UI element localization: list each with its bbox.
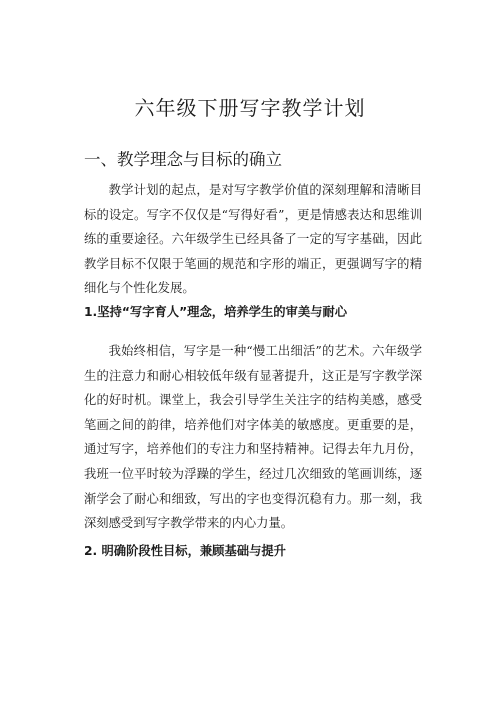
intro-paragraph: 教学计划的起点，是对写字教学价值的深刻理解和清晰目标的设定。写字不仅仅是“写得好看”，更是情感表达和思维训练的重要途径。六年级学生已经具备了一定的写字基础，因此教学目标不仅限于笔画的规范和字形的端正，更强调写字的精细化与个性化发展。 — [84, 183, 422, 296]
section-heading: 一、教学理念与目标的确立 — [84, 150, 282, 169]
subsection-heading-1: 1.坚持“写字育人”理念，培养学生的审美与耐心 — [84, 305, 348, 319]
subsection-heading-2: 2. 明确阶段性目标，兼顾基础与提升 — [84, 544, 286, 558]
subsection-1-paragraph: 我始终相信，写字是一种“慢工出细活”的艺术。六年级学生的注意力和耐心相较低年级有显著提升，这正是写字教学深化的好时机。课堂上，我会引导学生关注字的结构美感，感受笔画之间的韵律，培养他们对字体美的敏感度。更重要的是，通过写字，培养他们的专注力和坚持精神。记得去年九月份，我班一位平时较为浮躁的学生，经过几次细致的笔画训练，逐渐学会了耐心和细致，写出的字也变得沉稳有力。那一刻，我深刻感受到写字教学带来的内心力量。 — [84, 344, 422, 531]
document-title: 六年级下册写字教学计划 — [134, 96, 366, 120]
